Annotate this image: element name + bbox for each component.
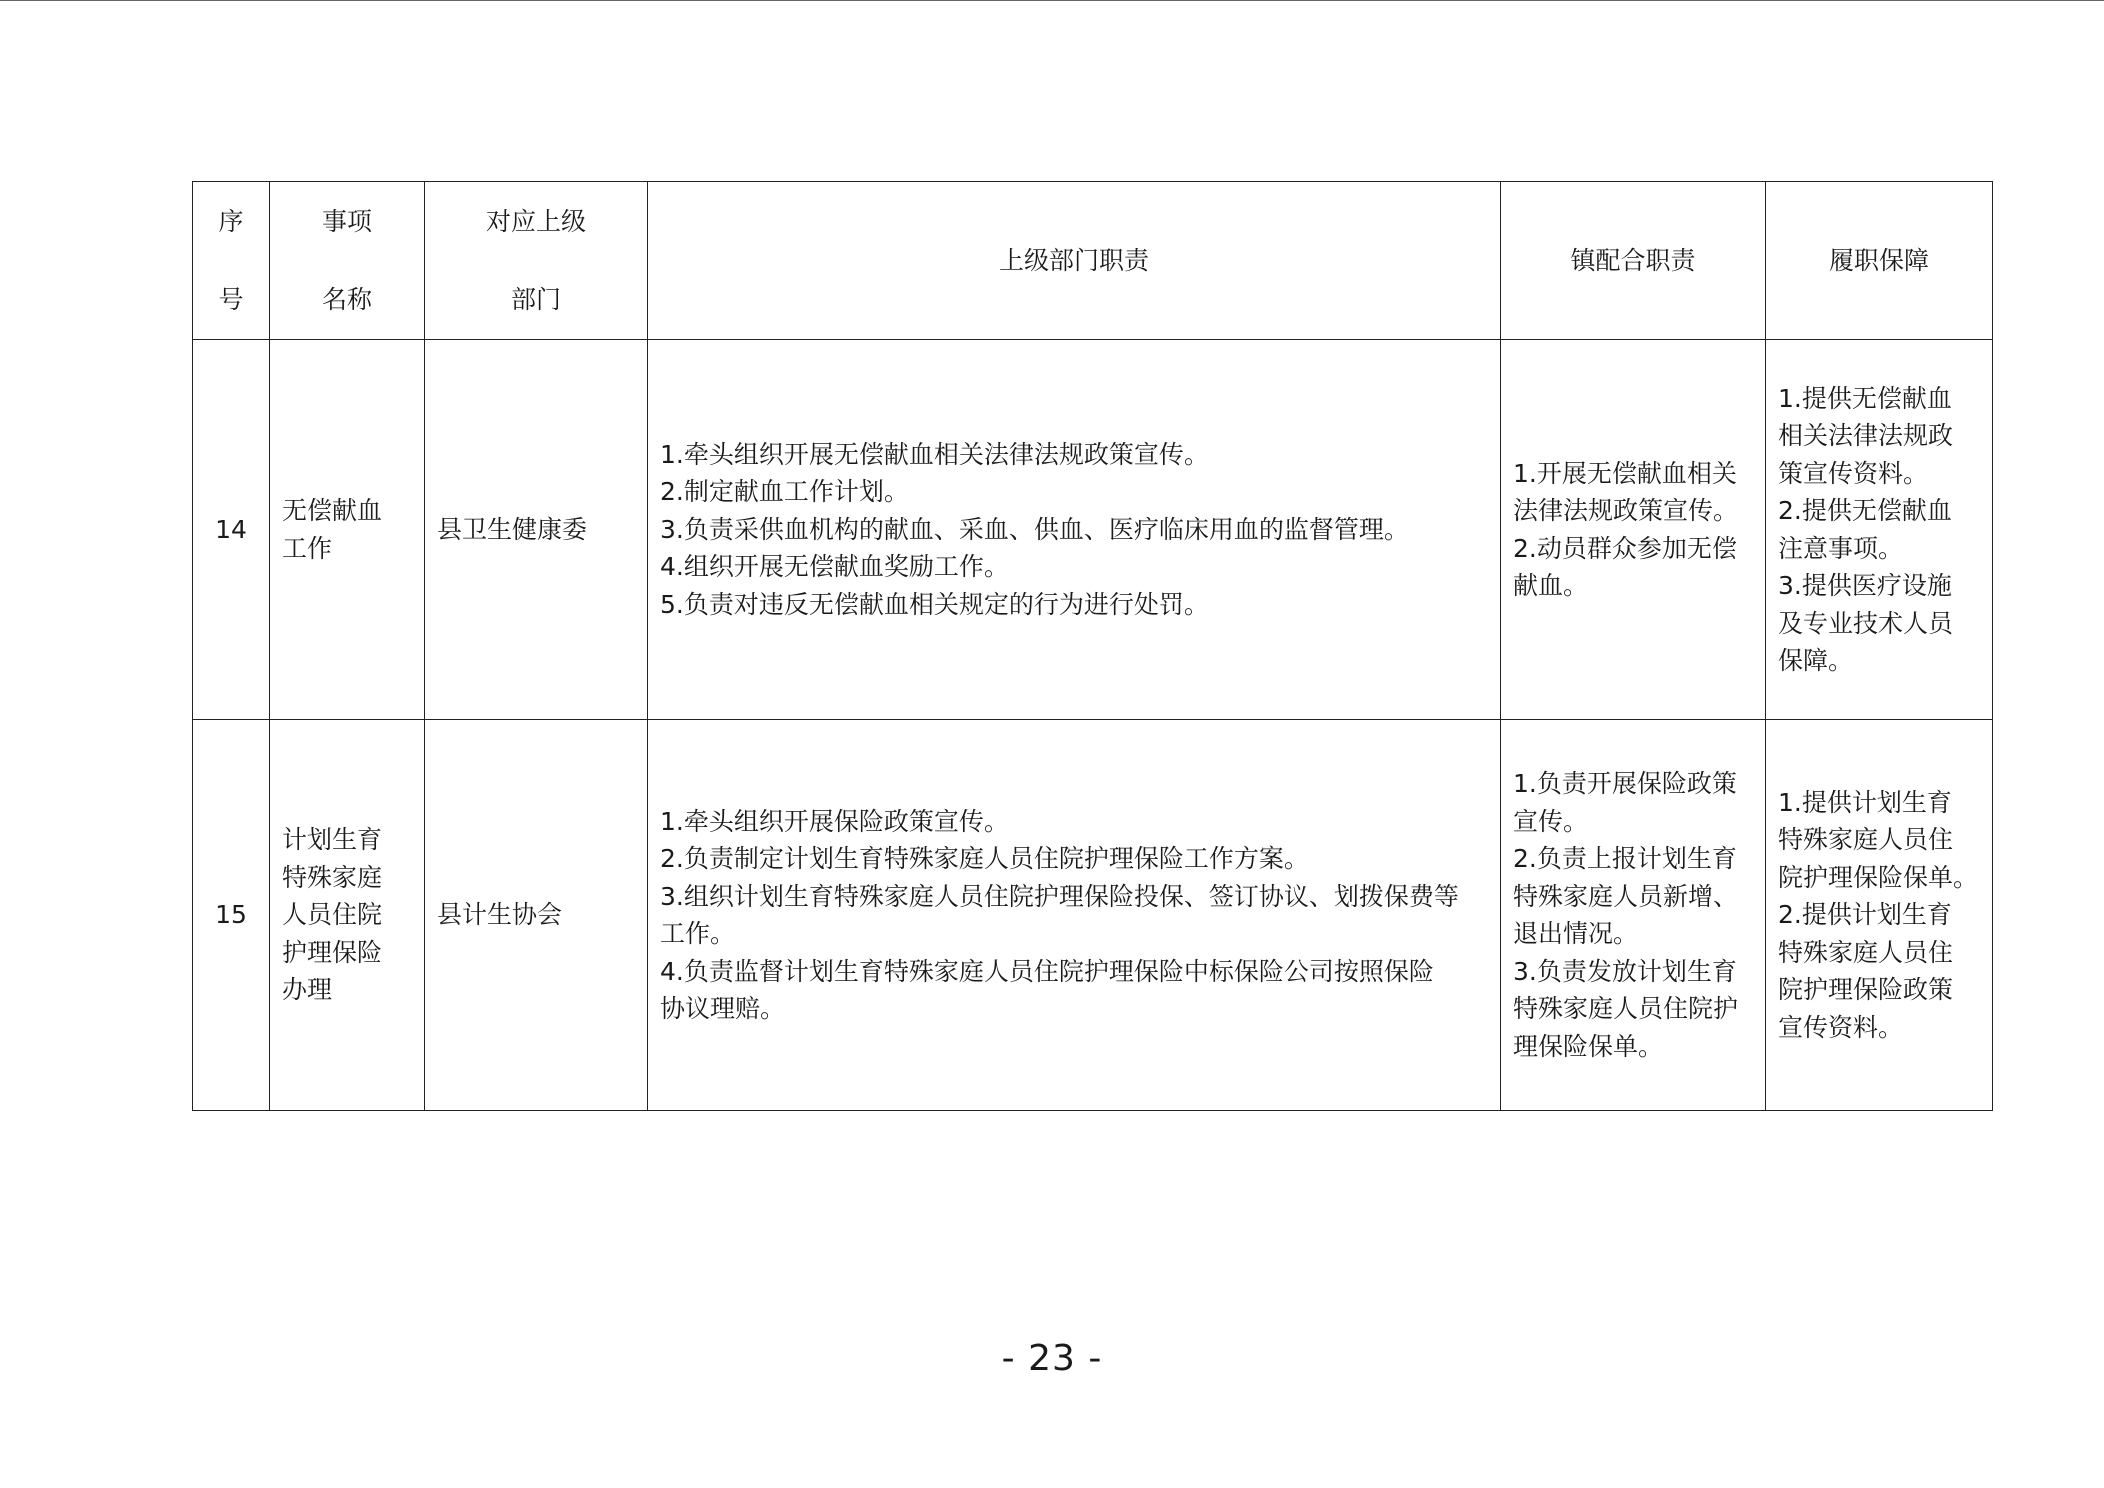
top-border-line [0,0,2104,1]
upper-duty-line: 5.负责对违反无偿献血相关规定的行为进行处罚。 [660,589,1209,619]
row-upper-duties [648,720,1501,1111]
upper-duty-line: 2.负责制定计划生育特殊家庭人员住院护理保险工作方案。 [660,844,1309,873]
table-row [193,720,1993,1111]
header-town-duties: 镇配合职责 [1501,182,1766,340]
row-dept: 县卫生健康委 [425,340,648,720]
town-duty-line: 特殊家庭人员新增、 [1513,881,1739,911]
guarantee-line: 注意事项。 [1778,533,1904,563]
town-duty-line: 2.负责上报计划生育 [1513,844,1737,873]
item-name-line: 工作 [282,533,333,563]
guarantee-line: 策宣传资料。 [1778,458,1929,488]
guarantee-line: 保障。 [1778,646,1854,675]
guarantee-line: 3.提供医疗设施 [1778,571,1952,600]
town-duty-line: 2.动员群众参加无偿 [1513,533,1737,563]
guarantee-line: 2.提供计划生育 [1778,900,1952,930]
item-name-line: 护理保险 [282,937,383,967]
town-duty-line: 理保险保单。 [1513,1031,1664,1061]
table-header-row [193,182,1993,340]
duty-table [192,181,1993,1111]
item-name-line: 计划生育 [282,825,383,855]
item-name-line: 无偿献血 [282,496,383,525]
header-seq [193,182,270,340]
header-seq-line-1: 序 [218,207,244,236]
header-item-line-1: 事项 [321,207,372,236]
upper-duty-line: 4.组织开展无偿献血奖励工作。 [660,552,1009,582]
row-town-duties [1501,720,1766,1111]
guarantee-line: 1.提供无偿献血 [1778,383,1952,413]
row-item-name [270,720,425,1111]
upper-duty-line: 1.牵头组织开展保险政策宣传。 [660,806,1009,836]
item-name-line: 特殊家庭 [282,862,383,892]
table-row [193,340,1993,720]
row-guarantee [1766,340,1993,720]
header-upper-duties: 上级部门职责 [648,182,1501,340]
row-town-duties [1501,340,1766,720]
town-duty-line: 宣传。 [1513,806,1589,836]
page-number: - 23 - [1001,1338,1103,1379]
guarantee-line: 相关法律法规政 [1778,421,1954,450]
town-duty-line: 3.负责发放计划生育 [1513,956,1737,986]
header-dept-line-1: 对应上级 [485,207,586,236]
upper-duty-line: 1.牵头组织开展无偿献血相关法律法规政策宣传。 [660,439,1209,469]
row-guarantee [1766,720,1993,1111]
town-duty-line: 献血。 [1513,571,1589,600]
town-duty-line: 退出情况。 [1513,919,1639,948]
guarantee-line: 宣传资料。 [1778,1012,1904,1042]
guarantee-line: 1.提供计划生育 [1778,787,1952,817]
row-dept: 县计生协会 [425,720,648,1111]
item-name-line: 人员住院 [282,900,383,930]
town-duty-line: 法律法规政策宣传。 [1513,496,1739,525]
row-seq: 15 [193,720,270,1111]
guarantee-line: 及专业技术人员 [1778,608,1954,638]
header-upper-dept [425,182,648,340]
upper-duty-line: 工作。 [660,919,736,948]
town-duty-line: 特殊家庭人员住院护 [1513,994,1739,1023]
row-upper-duties [648,340,1501,720]
header-seq-line-2: 号 [218,284,244,314]
item-name-line: 办理 [282,975,333,1005]
town-duty-line: 1.负责开展保险政策 [1513,769,1737,798]
upper-duty-line: 3.负责采供血机构的献血、采血、供血、医疗临床用血的监督管理。 [660,514,1409,544]
header-item-line-2: 名称 [321,284,372,314]
row-item-name [270,340,425,720]
header-guarantee: 履职保障 [1766,182,1993,340]
guarantee-line: 院护理保险政策 [1778,975,1954,1005]
upper-duty-line: 3.组织计划生育特殊家庭人员住院护理保险投保、签订协议、划拨保费等 [660,881,1459,911]
guarantee-line: 2.提供无偿献血 [1778,496,1952,525]
guarantee-line: 特殊家庭人员住 [1778,937,1954,967]
upper-duty-line: 协议理赔。 [660,994,786,1023]
guarantee-line: 院护理保险保单。 [1778,862,1979,892]
guarantee-line: 特殊家庭人员住 [1778,825,1954,855]
upper-duty-line: 2.制定献血工作计划。 [660,477,909,507]
town-duty-line: 1.开展无偿献血相关 [1513,458,1737,488]
header-dept-line-2: 部门 [510,284,561,314]
row-seq: 14 [193,340,270,720]
upper-duty-line: 4.负责监督计划生育特殊家庭人员住院护理保险中标保险公司按照保险 [660,956,1434,986]
header-item-name [270,182,425,340]
